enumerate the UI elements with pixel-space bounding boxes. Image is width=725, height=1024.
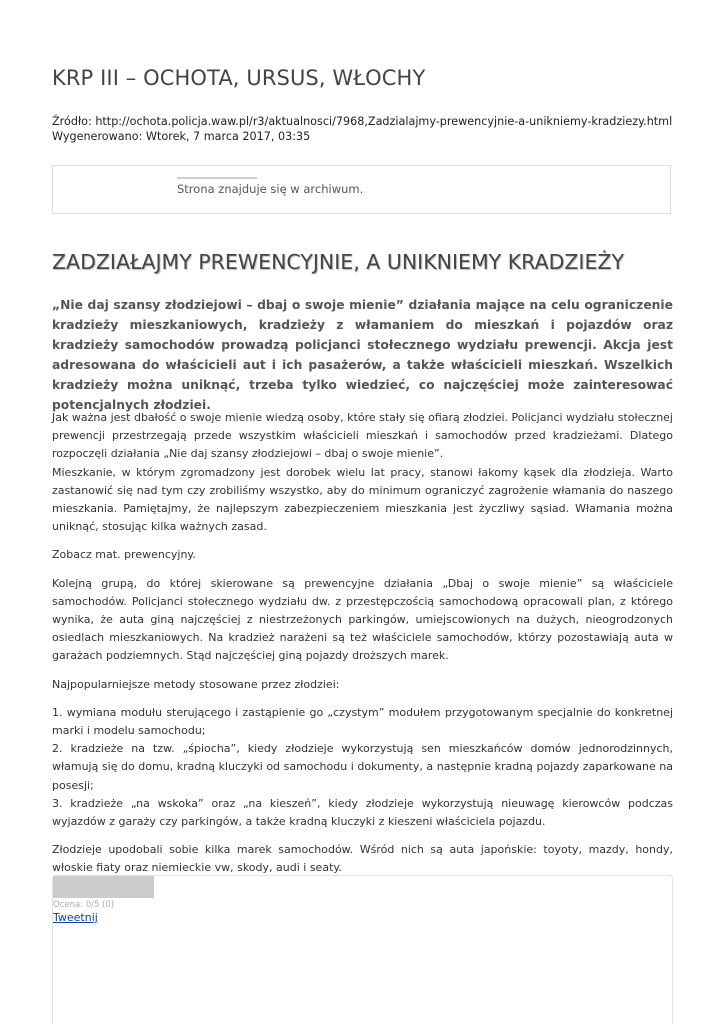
rating-panel [52,875,673,1024]
source-url: http://ochota.policja.waw.pl/r3/aktualnosci/7968,Zadzialajmy-prewencyjnie-a-unikniemy-kradziezy.html [95,115,673,128]
paragraph-intro-2: Mieszkanie, w którym zgromadzony jest dorobek wielu lat pracy, stanowi łakomy kąsek dla złodzieja. Warto zastanowić się nad tym czy zrobiliśmy wszystko, aby do minimum ograniczyć zagrożenie włamania do naszego mieszkania. Pamiętajmy, że najlepszym zabezpieczeniem mieszkania jest życzliwy sąsiad. Włamania można uniknąć, stosując kilka ważnych zasad. [52,465,673,534]
method-item-1: 1. wymiana modułu sterującego i zastąpienie go „czystym” modułem przygotowanym specjalnie do konkretnej marki i modelu samochodu; [52,705,673,738]
archive-notice-divider [177,177,257,179]
archive-notice-box [52,165,671,214]
rating-text: Ocena: 0/5 (0) [53,900,115,910]
article-body [52,409,673,888]
methods-list [52,704,673,831]
paragraph-methods-intro: Najpopularniejsze metody stosowane przez złodziei: [52,677,340,691]
paragraph-intro [52,409,673,536]
generated-date: Wtorek, 7 marca 2017, 03:35 [145,130,311,143]
paragraph-see-material: Zobacz mat. prewencyjny. [52,548,196,562]
generated-label: Wygenerowano: [52,130,143,143]
tweet-link[interactable]: Tweetnij [53,911,98,924]
method-item-3: 3. kradzieże „na wskoka” oraz „na kieszeń”, kiedy złodzieje wykorzystują nieuwagę kierowców podczas wyjazdów z garaży czy parkingów, a także kradną kluczyki z kieszeni właściciela pojazdu. [52,796,673,829]
paragraph-intro-1: Jak ważna jest dbałość o swoje mienie wiedzą osoby, które stały się ofiarą złodziei. Policjanci wydziału stołecznej prewencji przestrzegają przede wszystkim właścicieli mieszkań i samochodów przed kradzieżami. Dlatego rozpoczęli działania „Nie daj szansy złodziejowi – dbaj o swoje mienie”. [52,411,673,461]
source-label: Źródło: [52,115,92,128]
method-item-2: 2. kradzieże na tzw. „śpiocha”, kiedy złodzieje wykorzystują sen mieszkańców domów jednorodzinnych, włamują się do domu, kradną kluczyki od samochodu i dokumenty, a następnie kradną pojazdy zaparkowane na posesji; [52,742,673,792]
source-line [52,114,672,129]
archive-notice-text: Strona znajduje się w archiwum. [177,182,364,196]
article-lead: „Nie daj szansy złodziejowi – dbaj o swoje mienie” działania mające na celu ograniczenie kradzieży mieszkaniowych, kradzieży z włamaniem do mieszkań i pojazdów oraz kradzieży samochodów prowadzą policjanci stołecznego wydziału prewencji. Akcja jest adresowana do właścicieli aut i ich pasażerów, a także właścicieli mieszkań. Wszelkich kradzieży można uniknąć, trzeba tylko wiedzieć, co najczęściej może zainteresować potencjalnych złodziei. [52,298,673,412]
rating-stars-widget[interactable] [53,876,154,898]
source-meta [52,114,672,144]
paragraph-car-brands: Złodzieje upodobali sobie kilka marek samochodów. Wśród nich są auta japońskie: toyoty, mazdy, hondy, włoskie fiaty oraz niemieckie vw, skody, audi i seaty. [52,843,673,875]
site-title: KRP III – OCHOTA, URSUS, WŁOCHY [52,66,426,90]
article-title: ZADZIAŁAJMY PREWENCYJNIE, A UNIKNIEMY KRADZIEŻY [52,250,624,274]
paragraph-car-owners: Kolejną grupą, do której skierowane są prewencyjne działania „Dbaj o swoje mienie” są właściciele samochodów. Policjanci stołecznego wydziału dw. z przestępczością samochodową opracowali plan, z którego wynika, że auta giną najczęściej z niestrzeżonych parkingów, umiejscowionych na dużych, nieogrodzonych osiedlach mieszkaniowych. Na kradzież narażeni są też właściciele samochodów, którzy pozostawiają auta w garażach podziemnych. Stąd najczęściej giną pojazdy droższych marek. [52,576,673,663]
generated-line [52,129,672,144]
